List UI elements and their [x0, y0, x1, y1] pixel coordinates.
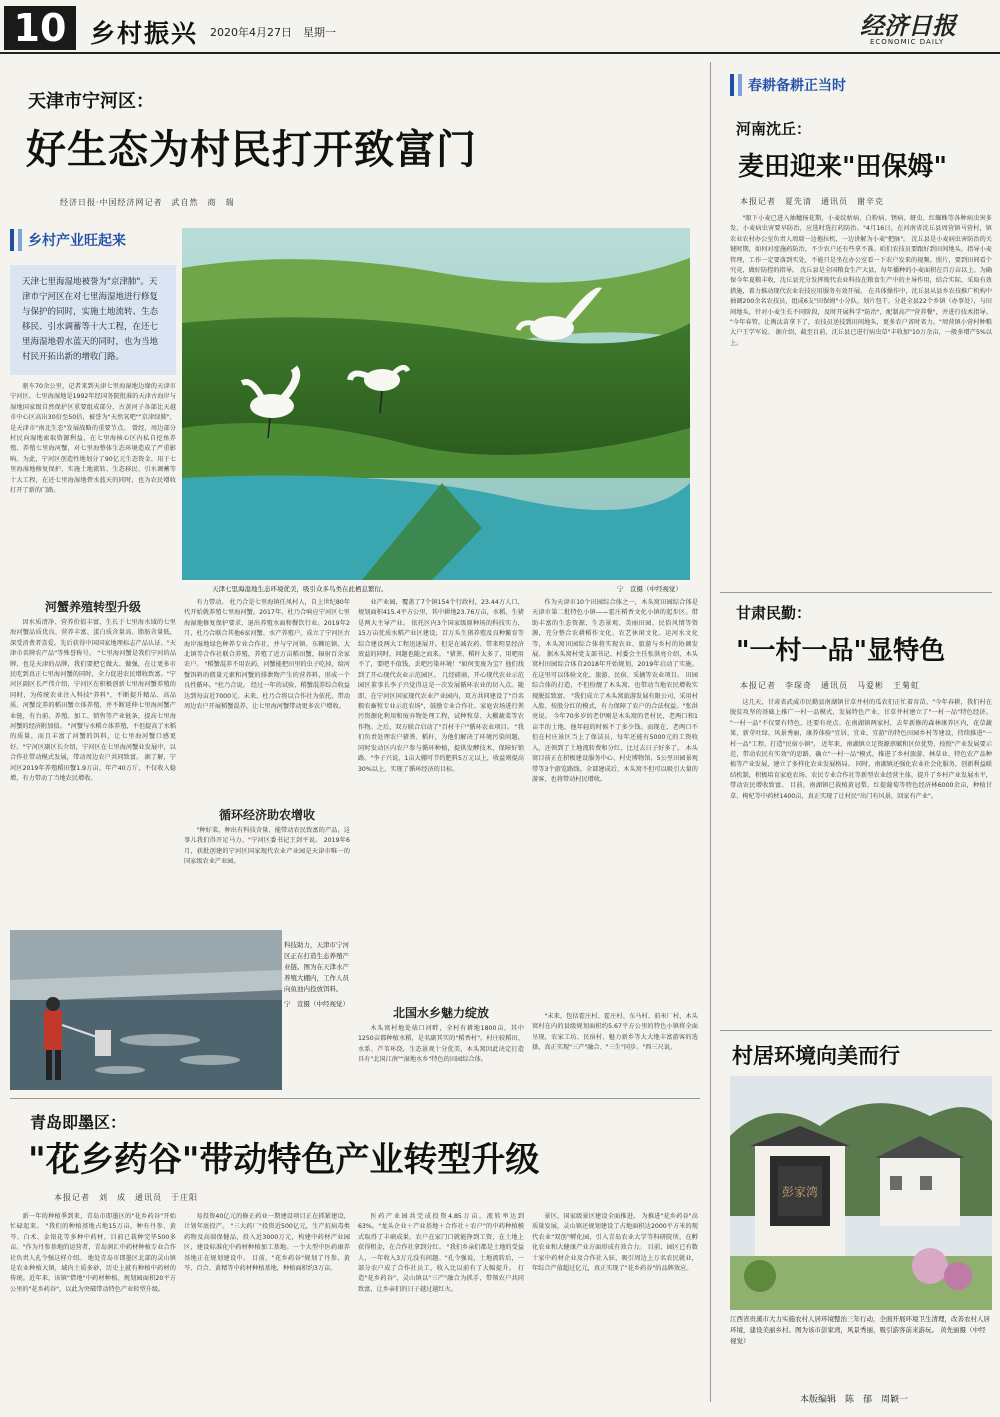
fishfarm-caption-text: 科技助力，天津市宁河区正在打造生态养殖产业链。图为在天津水产养殖大棚内，工作人员向鱼池内投放饵料。	[284, 941, 349, 993]
bottom-rule	[10, 1098, 700, 1099]
bottom-col4-text: 景区，国家级景区建设全面推进。 为推进"花乡药谷"高质量发展，灵山镇还规划建设了占地面积达2000平方米的现代农业"双创"孵化园，引入青岛农业大学等科研院所，在孵化农业和大健康产业方面形成有效合力。 目前，园区已有数十家中药材企业及合作社入驻，吸引周边上万名农民就业，年综合产值超过亿元，真正实现了"花乡药谷"的品牌效应。	[532, 1213, 698, 1273]
bottom-col1-text: 新一年的种植季到来，青岛市即墨区的"花乡药谷"开始忙碌起来。 "我们的种植基地占地15万亩，种有丹参、黄芩、白术、金银花等多种中药材，目前已栽种完毕500多亩。"作为丹参基地的运营者，青岛润汇中药材种植专业合作社负责人孔令强这样介绍。 地处青岛市即墨区北部的灵山镇是农业种植大镇，域内土质多砂，历史上就有种植中药材的传统。近年来，该镇"借地"中药材种植，规划园面积20平方公里的"花乡药谷"，以此为突破带动特色产业转型升级。	[10, 1213, 176, 1293]
village-caption	[730, 1314, 992, 1347]
village-caption-text: 江西省贵溪市大力实施农村人居环境整治三年行动，全面开展环境卫生清理，改善农村人居环境，建设美丽乡村。图为该市彭家湾，风景秀丽，吸引游客前来游玩。	[730, 1315, 990, 1334]
subhead-circular: 循环经济助农增收	[218, 808, 315, 822]
wetland-photo-caption	[212, 584, 682, 595]
bottom-col3	[358, 1212, 524, 1392]
sidebar-tag-bar-light	[738, 74, 742, 96]
village-photo	[730, 1076, 992, 1310]
main-headline: 好生态为村民打开致富门	[26, 127, 477, 173]
main-col4b	[532, 1012, 698, 1090]
summary-box: 天津七里海湿地被誉为"京津肺"。天津市宁河区在对七里海湿地进行修复与保护的同时，实施土地流转、生态移民、引水调蓄等十大工程，在还七里海湿地碧水蓝天的同时，也为当地村民开拓出新的增收门路。	[10, 265, 176, 375]
henan-headline: 麦田迎来"田保姆"	[738, 152, 948, 182]
paper-logo: 经济日报	[860, 11, 956, 40]
issue-date: 2020年4月27日 星期一	[210, 26, 336, 39]
sidebar-tag-bar	[730, 74, 734, 96]
main-col3b-text: 木头窝村地处俵口河畔，全村有耕地1800亩，其中1250亩都种植水稻，是名副其实的"稻香村"。村庄较稻田、水系、芦苇环绕，生态景观十分优美，木头窝因此决定打造具有"北国江南""湿地水乡"特色的田园综合体。	[358, 1025, 524, 1064]
main-col4-text: 作为天津市10个田园综合体之一，木头窝田园综合体是天津市第二批特色小镇——霍庄稻香文化小镇的起步区。借助丰富的生态资源，生态景观、美丽田园、民俗风情等资源，充分整合农耕稻作文化、农艺休闲文化、运河水文化等，木头窝田园综合体将实现农业、旅游与乡村的协调发展。 据木头窝村党支部书记、村委会主任张洪亮介绍，木头窝村田园综合体自2018年开始规划，2019年启动了实施。在这里可以体验文化、旅游、民宿、采摘等农业项目。 田园综合体的打造，不但扮靓了木头窝，也带动当地农民增收实现脱贫致富。 "我们成立了木头窝旅游发展有限公司，采用村入股、按股分红的模式，有力保障了农户的合法权益。"张洪亮说。 今年70多岁的老伊刚是木头窝的老村民，老两口和1亩半的土地，他年轻的时候不了多少钱。而现在，老两口不但在村庄景区当上了保洁员，每年还能有5000元的工资收入，还领到了土地流转费和分红，比过去日子好多了。 木头窝目前正在积极建设服务中心、村史博物馆、5公里田园景观带等3个游览路线。全部建成后，木头窝不但可以吸引大量的游客，也将带动村民增收。	[532, 599, 698, 783]
tag-bar	[10, 229, 14, 251]
gansu-byline: 本报记者 李琛奇 通讯员 马爱彬 王菊虹	[740, 681, 920, 690]
wetland-caption-text: 天津七里海湿地生态环境优美，吸引众多鸟类在此栖息繁衍。	[212, 585, 388, 593]
main-col2b	[184, 826, 350, 918]
henan-body	[730, 214, 992, 574]
main-col1b-text: 因水质清净、营养价值丰富，生长于七里海水域的七里海河蟹品质优良、营养丰富、蛋白质含量高、脂肪含量低，深受消费者喜爱。先后获得中国国家地理标志产品认证、"天津市名牌农产品"等殊誉称号。 "七里海河蟹是我们宁河的品牌，也是天津的品牌，我们要把它做大、做强，在让更多市民吃到真正七里海河蟹的同时，全力促进农民增收致富。"宁河区副区长严伟介绍，宁河区在积极创新七里海河蟹养殖的同时，为传统农业注入科技"养料"，不断提升精品、高品质、河蟹淀养的稻田蟹立体养殖，并不断延伸七里海河蟹产业链，有台前、养殖、加工、销售等产业链条，提高七里海河蟹的经济附加值。 "河蟹与水稻立体养殖，不但提高了水稻的质量，而且丰富了河蟹的饵料，让七里海河蟹口感更好。"宁河区副区长介绍，宁河区在七里海河蟹业发展中，以合作社带动模式发展，带动周边农户共同致富。 据了解，宁河区2019年养殖稻田蟹1.9万亩，年产40万斤，不仅收入稳增，有力带动了当地农民增收。	[10, 619, 176, 783]
bottom-col1	[10, 1212, 176, 1392]
bottom-byline: 本报记者 刘 成 通讯员 于庄阳	[54, 1193, 198, 1202]
bottom-headline: "花乡药谷"带动特色产业转型升级	[28, 1140, 540, 1180]
paper-logo-english: ECONOMIC DAILY	[870, 38, 945, 46]
main-col3-text: 业产业园，覆盖了7个镇154个行政村，23.44万人口，规划面积415.4平方公里，其中耕地23.76万亩，水稻、生猪是两大主导产业。 依托区内3个国家级原种场的科技实力，15万亩优质水稻产业区建设，百万头生猪养殖及良种繁育等综合建设两大工程迅速展开。但是在减农药、带来明显经济效益的同时，问题也随之而来。 "猪粪、稻秆太多了，用吧用不了，要吧不值钱，丢吧污染环境！"如何变废为宝？他们找到了开心现代农业示范园区。 几经磋商，开心现代农业示范园区董事长李子兴觉得这是一次发展循环农业的切入点。随即，在宁河区国家现代农业产业园内，双方共同建设了"百名粮农畜牧专业示范农场"，鼓励专业合作社、家庭农场进行粪污资源化利用和废弃物处理工程，试种牧草、大棚蔬菜等农作物。之后，双方联合启动了"百村千户"循环农业项目。 "我们负责处理农户猪粪、稻秆，为他们解决了环境污染问题，同时发动区内农户参与循环种植，提供发酵技术，保障好销路。"李子兴说，1亩大棚可节约肥料5万元以上，收益则提高30%以上，实现了循环经济的目标。	[358, 599, 524, 773]
wetland-photo-image	[182, 228, 690, 580]
village-photo-image	[730, 1076, 992, 1310]
tag-bar-light	[18, 229, 22, 251]
main-col4	[532, 598, 698, 1008]
main-col2-text: 有力带动。 杜乃合是七里海镇任凤村人，自上世纪80年代开始就养殖七里海河蟹。2017年，杜乃合响应宁河区七里海湿地修复保护要求，退出养殖水面和餐饮行业。2019年2月，杜乃合联合其他6家河蟹、水产养殖户，成立了宁河区古海岸湿地绿色种养专业合作社，并与宁河镇、东棘坨镇、大北镇等合作社联合养殖，养殖了近万亩稻田蟹，辐射百余家农户。 "稻蟹混养不用农药，河蟹能把田里的虫子吃掉，给河蟹饵料的微量元素和河蟹的排泄物产生的营养料，形成一个良性循环。"杜乃合说。 经过一年的试验，稻蟹混养综合收益达到每亩近7000元。未来，杜乃合将以合作社为依托，带动周边农户开展稻蟹混养，让七里海河蟹带动更多农户增收。	[184, 599, 350, 711]
fishfarm-caption	[284, 940, 352, 1080]
fishfarm-caption-credit: 宁 宣摄（中经视觉）	[284, 1000, 349, 1008]
main-col4b-text: "未来，包括霍庄村、霍庄村、东马村、前米厂村、木头窝村在内的县级规划面积约5.67平方公里的特色小镇将全面呈现，农家工坊、民宿村、魅力新乡等大大地丰富游客的选择，真正实现"三产"融合、"三生"同步。"西三尺说。	[532, 1013, 698, 1052]
fishfarm-photo	[10, 930, 282, 1090]
henan-byline: 本报记者 夏先清 通讯员 谢辛克	[740, 197, 884, 206]
sidebar-tag-label: 春耕备耕正当时	[748, 78, 846, 94]
village-caption-credit: 黄先丽摄（中经视觉）	[730, 1326, 986, 1345]
subhead-water-town: 北国水乡魅力绽放	[392, 1006, 489, 1020]
bottom-col3-text: 医药产业园共完成投资4.85万亩，流转率达到63%。"龙头企业＋产业基地＋合作社＋农户"的中药种植模式取得了丰硕成果，农户在家门口就能挣到工资，在土地上获得租金，在合作社拿到分红。 "我们乡亲们都是土地的受益人，一年收入3万元没有问题。"孔令强说，土地流转后，一部分农户成了合作社员工，收入比以前有了大幅提升。 打造"花乡药谷"，灵山镇以"三产"融合为抓手，带领农户共同致富，让乡亲们的日子越过越红火。	[358, 1213, 524, 1293]
main-col3b	[358, 1024, 524, 1090]
section-tag	[10, 227, 126, 253]
bottom-kicker: 青岛即墨区：	[30, 1113, 127, 1132]
sidebar-rule-2	[720, 1030, 992, 1031]
page-number: 10	[4, 6, 76, 50]
bottom-col2-text: 易投资40亿元的修正药业一期建设项目正在抓紧建设，计划年底投产。 "三大药厂"投资近500亿元，生产抗病毒类药物及高端保健品，投入近3000万元，构建中药材产业园区，建设标准化中药材种植加工基地。一个大型中医药康养基地正在规划建设中。 目前，"花乡药谷"规划了丹参、黄芩、百合、黄精等中药材种植基地，种植面积约3万亩。	[184, 1213, 350, 1273]
bottom-col2	[184, 1212, 350, 1392]
main-col3	[358, 598, 524, 998]
gansu-headline: "一村一品"显特色	[736, 636, 946, 666]
sidebar-tag	[730, 72, 846, 98]
wetland-photo	[182, 228, 690, 580]
tag-label: 乡村产业旺起来	[28, 233, 126, 249]
sidebar-divider	[710, 62, 711, 1402]
henan-kicker: 河南沈丘：	[736, 120, 812, 138]
wetland-caption-credit: 宁 宣摄（中经视觉）	[617, 585, 682, 593]
village-headline: 村居环境向美而行	[732, 1044, 900, 1068]
section-name: 乡村振兴	[90, 19, 199, 48]
subhead-crab: 河蟹养殖转型升级	[44, 600, 141, 614]
gansu-body-text: 这几天，甘肃省武威市民勤县南湖镇甘草井村的瓜农们正忙着育苗。"今年春耕，我们村在脱贫攻坚的基础上推广一村一品模式，发展特色产业，甘草井村建立了"一村一品"特色经济。 "一村一品"不仅要有特色，还要有亮点。在南湖镇两家村，去年新修的森林康养区内，花草蔬果，新芽吐绿，风景秀丽，康养体验"宜居、宜业、宜游"的特色田园乡村等建设，持续推进"一村一品"工程、打造"民宿小镇"。 近年来，南湖镇立足资源禀赋和区位优势，按照"产业发展要示范，带动农民有实效"的思路，确立"一村一品"模式，推进了乡村旅游、林草业、特色农产品种植等产业发展，建立了多样化农业发展格局。 同时，南湖镇还强化农业社会化服务，创新利益联结机制，积极培育家庭农场、农民专业合作社等新型农业经营主体，提升了乡村产业发展水平，带动农民增收致富。 目前，南湖镇已栽植黄冠梨、红提葡萄等特色经济林6000余亩，种植甘草、枸杞等中药材1400亩，真正实现了让村民"出门有风景，回家有产业"。	[730, 699, 992, 800]
gansu-body	[730, 698, 992, 1018]
main-kicker: 天津市宁河区：	[28, 91, 154, 112]
main-col2b-text: "种好菜，种出有科技含量、能带动农民致富的产品，这事儿我们得开足马力。"宁河区委书记王剑平说。 2019年6月，获批创建的宁河区国家现代农业产业园是天津市唯一的国家级农业产业园。	[184, 827, 350, 866]
main-byline: 经济日报·中国经济网记者 武自然 商 瑞	[60, 198, 235, 207]
sidebar-rule-1	[720, 592, 992, 593]
fishfarm-photo-image	[10, 930, 282, 1090]
gansu-kicker: 甘肃民勤：	[736, 604, 812, 622]
village-sign: 彭家湾	[781, 1185, 819, 1199]
main-col2	[184, 598, 350, 798]
main-col1	[10, 382, 176, 588]
henan-body-text: "眼下小麦已进入抽穗扬花期，小麦纹枯病、白粉病、锈病、蚜虫、红蜘蛛等各种病虫害多发，小麦病虫害要早防治，应选时选打药防治。"4月16日，在河南省沈丘县周营镇马营村，镇农业农村办公室负责人周瑞一边拖拉机，一边讲解为小麦"把脉"。 沈丘县是小麦病虫害防治的关键时期，如何对症施药防治，不少农户还有些拿不准。咱们农技员要跟好到田间地头，指导小麦管理，工作一定要落到实处，不能只是坐在办公室看一下农户发来的视频、照片，要到田间看个究竟，做好防控的指导。 沈丘县是全国粮食生产大县，每年播种的小麦面积在百万亩以上。为确保今年夏粮丰收，沈丘县充分发挥现代农业科技在粮食生产中的主导作用，结合实际，采取有效措施，着力推动现代农业农技应用服务有效开展。 在具体操作中，沈丘县从县乡农技推广机构中抽调200余名农技员，组成6支"田保姆"小分队，划片包干，分赴全县22个乡镇（办事处），与田间地头，针对小麦生长不同阶段，及时开展科学"防治"，配制高产"营养餐"，并进行技术指导。 "今年春管，让淘汰苗拿下了，农技员送技到田间地头，更多农户省时省力。"周营镇小营村种粮大户王学军说。 据介绍，截至目前，沈丘县已进行病虫草"丰收加"10万余亩，一般多增产5%以上。	[730, 215, 992, 347]
bottom-col4	[532, 1212, 698, 1392]
masthead	[0, 0, 1000, 58]
main-col1-text: 驱车70余公里，记者来到天津七里海湿地边缘的天津市宁河区。七里海湿地是1992年经国务院批准的天津古海岸与湿地国家级自然保护区重要组成部分，古黄河子各部比天越市中心区高出30倍至50倍，被誉为"天然氧吧""京津绿肺"，是天津市"南北生态"发展战略的重要节点。 曾经，周边部分村民向湿地索取资源利益，在七里海核心区内私自挖鱼养殖、养殖七里海河蟹，对七里海整体生态环境造成了严重影响。为此，宁河区创造性地划分了90亿元生态资金，用于七里海湿地修复保护，实施土地流转、生态移民、引水调蓄等十大工程，在还七里海湿地碧水蓝天的同时，也为农民增收打开了新的门路。	[10, 383, 176, 495]
masthead-rule	[0, 52, 1000, 54]
page-editors: 本版编辑 陈 郁 周颖一	[800, 1395, 909, 1405]
main-col1b	[10, 618, 176, 918]
